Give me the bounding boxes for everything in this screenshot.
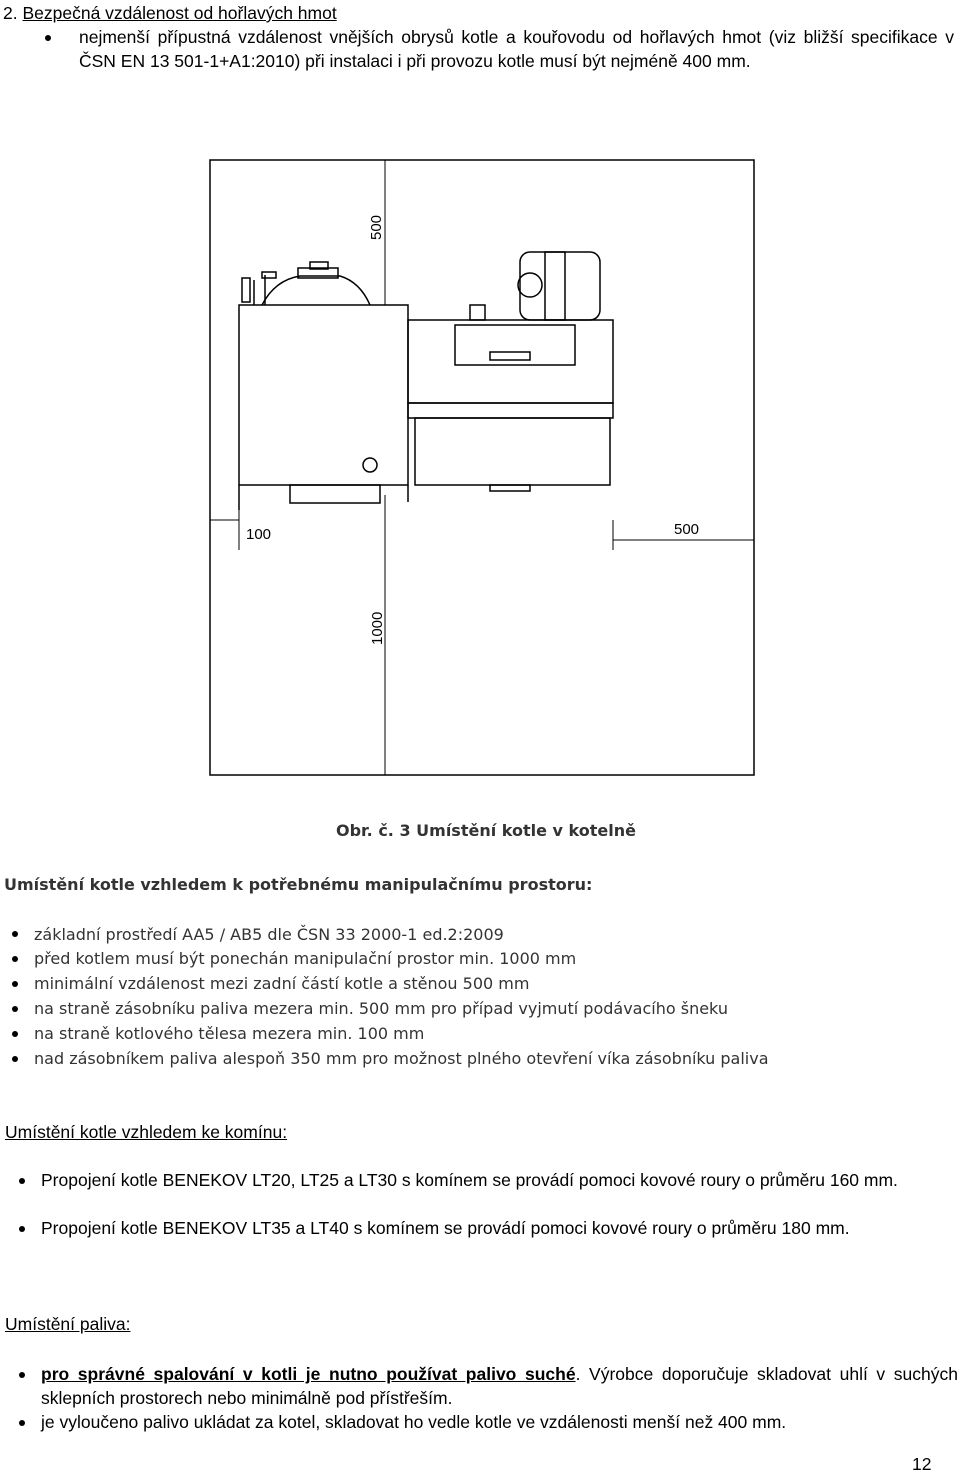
list-item: nad zásobníkem paliva alespoň 350 mm pro možnost plného otevření víka zásobníku paliva [34, 1049, 769, 1068]
bullet-dot [19, 1178, 25, 1184]
bullet-dot [12, 931, 18, 937]
bullet-dot [12, 981, 18, 987]
fuel-hopper [415, 418, 610, 485]
fuel-item-rest: . Výrobce doporučuje skladovat uhlí v suchých sklepních prostorech nebo minimálně pod přístřeším. [41, 1364, 958, 1408]
dim-front-label: 1000 [369, 611, 386, 645]
bullet-dot [12, 1031, 18, 1037]
page-number: 12 [912, 1454, 932, 1474]
bullet-dot [12, 1006, 18, 1012]
list-item: na straně zásobníku paliva mezera min. 500 mm pro případ vyjmutí podávacího šneku [34, 999, 728, 1018]
dim-top-label: 500 [368, 214, 385, 240]
boiler-room-diagram [0, 150, 960, 790]
bullet-dot [12, 956, 18, 962]
bullet-dot [19, 1372, 25, 1378]
distance-bullet-text: nejmenší přípustná vzdálenost vnějších obrysů kotle a kouřovodu od hořlavých hmot (viz bližší specifikace v ČSN EN 13 501-1+A1:2010) při instalaci i při provozu kotle musí být nejméně 400 mm. [79, 27, 954, 71]
bullet-dot [19, 1226, 25, 1232]
fuel-item-emphasis: pro správné spalování v kotli je nutno používat palivo suché [41, 1364, 576, 1384]
list-item: minimální vzdálenost mezi zadní částí kotle a stěnou 500 mm [34, 974, 530, 993]
dim-right-label: 500 [674, 521, 700, 538]
list-item: na straně kotlového tělesa mezera min. 100 mm [34, 1024, 425, 1043]
figure-caption: Obr. č. 3 Umístění kotle v kotelně [336, 821, 636, 840]
section-title: Bezpečná vzdálenost od hořlavých hmot [22, 3, 337, 23]
manipulation-heading: Umístění kotle vzhledem k potřebnému manipulačnímu prostoru: [4, 875, 593, 894]
bullet-dot [12, 1056, 18, 1062]
fuel-heading: Umístění paliva: [5, 1314, 131, 1334]
chimney-heading: Umístění kotle vzhledem ke komínu: [5, 1122, 288, 1142]
bullet-dot [19, 1420, 25, 1426]
bullet-dot [45, 35, 51, 41]
feeder-top [408, 320, 613, 403]
list-item: základní prostředí AA5 / AB5 dle ČSN 33 2000-1 ed.2:2009 [34, 925, 504, 944]
section-number: 2. [3, 3, 18, 23]
fuel-item [41, 1362, 958, 1410]
section-heading [3, 1, 337, 25]
list-item: před kotlem musí být ponechán manipulační prostor min. 1000 mm [34, 949, 577, 968]
room-outline [210, 160, 754, 775]
fuel-item: je vyloučeno palivo ukládat za kotel, skladovat ho vedle kotle ve vzdálenosti menší než 400 mm. [41, 1412, 787, 1432]
boiler-body [239, 305, 408, 485]
dim-left-label: 100 [246, 526, 272, 543]
chimney-item: Propojení kotle BENEKOV LT35 a LT40 s komínem se provádí pomoci kovové roury o průměru 180 mm. [41, 1218, 850, 1238]
chimney-item: Propojení kotle BENEKOV LT20, LT25 a LT30 s komínem se provádí pomoci kovové roury o průměru 160 mm. [41, 1170, 898, 1190]
